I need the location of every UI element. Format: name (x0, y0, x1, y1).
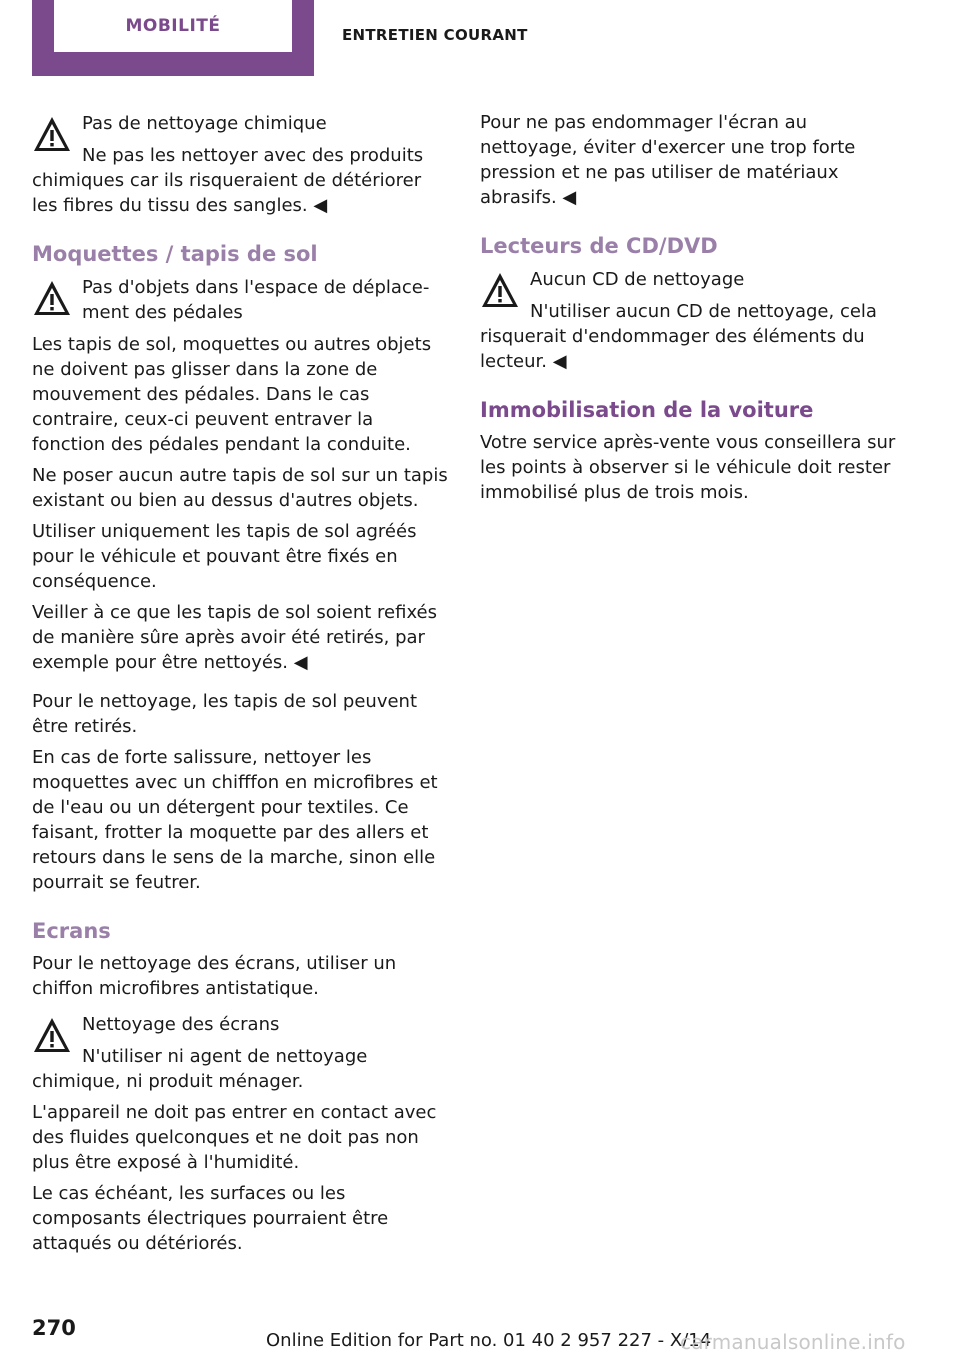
right-column (480, 110, 900, 511)
paragraph: L'appareil ne doit pas entrer en contact avec des fluides quelconques et ne doit pas non plus être exposé à l'humidité. (32, 1102, 437, 1173)
warning-title: Pas de nettoyage chimique (82, 113, 327, 134)
paragraph: Pour le nettoyage, les tapis de sol peuvent être retirés. (32, 691, 418, 737)
heading-immobilisation: Immobilisation de la voiture (480, 398, 814, 422)
paragraph: Veiller à ce que les tapis de sol soient refixés de manière sûre après avoir été retirés, par exemple pour être nettoyés. ◀ (32, 602, 438, 673)
left-column (32, 110, 448, 1262)
warning-title: Aucun CD de nettoyage (530, 269, 745, 290)
header-tab (32, 0, 314, 76)
page-number: 270 (32, 1316, 76, 1340)
edition-text: Online Edition for Part no. 01 40 2 957 227 - X/14 (266, 1330, 712, 1351)
warning-screens (32, 1011, 448, 1094)
paragraph: Pour le nettoyage des écrans, utiliser un chiffon microfibres antistatique. (32, 953, 397, 999)
header-tab-inner (54, 0, 292, 52)
warning-pedals (32, 274, 448, 457)
warning-body: Ne pas les nettoyer avec des produits chimiques car ils risqueraient de détériorer les fibres du tissu des sangles. ◀ (32, 145, 424, 216)
paragraph: Votre service après-vente vous conseillera sur les points à observer si le véhicule doit rester immobilisé plus de trois mois. (480, 432, 896, 503)
warning-triangle-icon (32, 114, 72, 154)
section-label: ENTRETIEN COURANT (342, 26, 528, 44)
heading-cd-dvd: Lecteurs de CD/DVD (480, 234, 718, 258)
paragraph: Utiliser uniquement les tapis de sol agréés pour le véhicule et pouvant être fixés en conséquence. (32, 521, 417, 592)
warning-body: N'utiliser ni agent de nettoyage chimique, ni produit ménager. (32, 1046, 368, 1092)
warning-triangle-icon (32, 278, 72, 318)
warning-title: Nettoyage des écrans (82, 1014, 280, 1035)
warning-body: Les tapis de sol, moquettes ou autres objets ne doivent pas glisser dans la zone de mouvement des pédales. Dans le cas contraire, ceux-ci peuvent entraver la fonction des pédales pendant la conduite. (32, 334, 432, 455)
warning-body: N'utiliser aucun CD de nettoyage, cela risquerait d'endommager des éléments du lecteur. ◀ (480, 301, 877, 372)
chapter-label: MOBILITÉ (125, 16, 221, 36)
warning-cd (480, 266, 900, 374)
watermark: carmanualsonline.info (680, 1330, 906, 1354)
warning-chemical (32, 110, 448, 218)
paragraph: En cas de forte salissure, nettoyer les moquettes avec un chifffon en microfibres et de l'eau ou un détergent pour textiles. Ce faisant, frotter la moquette par des allers et retours dans le sens de la marche, sinon elle pourrait se feutrer. (32, 747, 438, 893)
heading-moquettes: Moquettes / tapis de sol (32, 242, 318, 266)
warning-triangle-icon (32, 1015, 72, 1055)
paragraph: Pour ne pas endommager l'écran au nettoyage, éviter d'exercer une trop forte pression et ne pas utiliser de matériaux abrasifs. ◀ (480, 112, 856, 208)
warning-title: Pas d'objets dans l'espace de déplacement des pédales (82, 277, 430, 323)
heading-ecrans: Ecrans (32, 919, 111, 943)
paragraph: Le cas échéant, les surfaces ou les composants électriques pourraient être attaqués ou détériorés. (32, 1183, 389, 1254)
warning-triangle-icon (480, 270, 520, 310)
paragraph: Ne poser aucun autre tapis de sol sur un tapis existant ou bien au dessus d'autres objets. (32, 465, 448, 511)
